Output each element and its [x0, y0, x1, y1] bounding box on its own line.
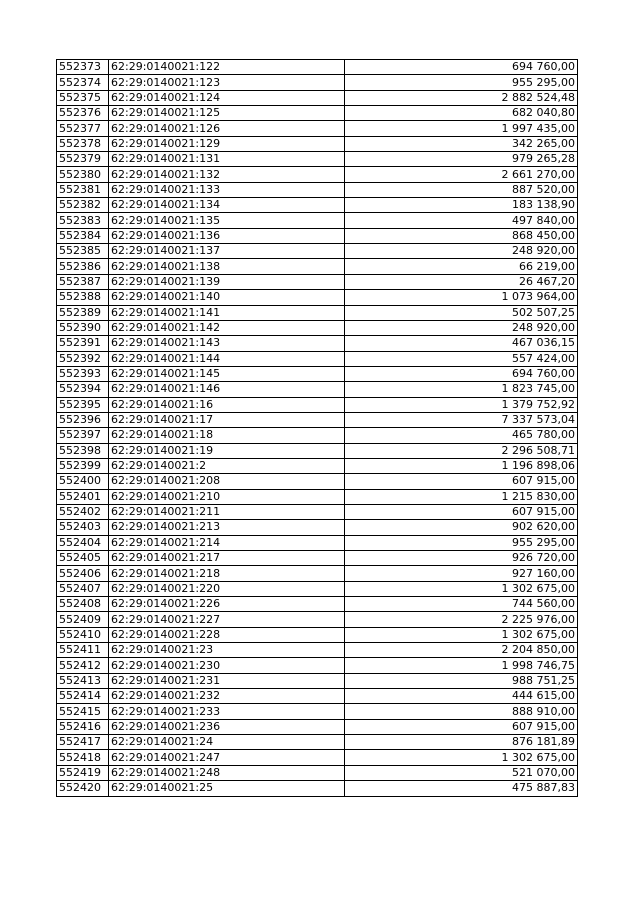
cadastral-number-cell: 62:29:0140021:220	[109, 581, 345, 596]
row-number-cell: 552405	[57, 551, 109, 566]
table-row	[57, 735, 578, 750]
row-number-cell: 552416	[57, 719, 109, 734]
table-row	[57, 351, 578, 366]
cadastral-number-cell: 62:29:0140021:218	[109, 566, 345, 581]
table-row	[57, 182, 578, 197]
cadastral-value-cell: 342 265,00	[345, 136, 578, 151]
cadastral-number-cell: 62:29:0140021:133	[109, 182, 345, 197]
table-row	[57, 305, 578, 320]
table-row	[57, 90, 578, 105]
table-row	[57, 643, 578, 658]
cadastral-value-cell: 1 998 746,75	[345, 658, 578, 673]
cadastral-number-cell: 62:29:0140021:247	[109, 750, 345, 765]
cadastral-value-cell: 1 196 898,06	[345, 458, 578, 473]
cadastral-number-cell: 62:29:0140021:23	[109, 643, 345, 658]
cadastral-value-cell: 248 920,00	[345, 244, 578, 259]
table-row	[57, 75, 578, 90]
cadastral-value-cell: 927 160,00	[345, 566, 578, 581]
cadastral-value-cell: 887 520,00	[345, 182, 578, 197]
table-row	[57, 382, 578, 397]
table-row	[57, 290, 578, 305]
row-number-cell: 552389	[57, 305, 109, 320]
table-row	[57, 121, 578, 136]
cadastral-value-cell: 521 070,00	[345, 765, 578, 780]
cadastral-number-cell: 62:29:0140021:19	[109, 443, 345, 458]
table-row	[57, 213, 578, 228]
table-row	[57, 551, 578, 566]
row-number-cell: 552407	[57, 581, 109, 596]
cadastral-value-cell: 475 887,83	[345, 781, 578, 796]
cadastral-number-cell: 62:29:0140021:17	[109, 412, 345, 427]
row-number-cell: 552384	[57, 228, 109, 243]
row-number-cell: 552398	[57, 443, 109, 458]
row-number-cell: 552386	[57, 259, 109, 274]
cadastral-number-cell: 62:29:0140021:143	[109, 336, 345, 351]
table-row	[57, 597, 578, 612]
row-number-cell: 552393	[57, 366, 109, 381]
cadastral-value-cell: 1 302 675,00	[345, 627, 578, 642]
table-row	[57, 612, 578, 627]
table-row	[57, 566, 578, 581]
row-number-cell: 552380	[57, 167, 109, 182]
row-number-cell: 552409	[57, 612, 109, 627]
table-row	[57, 627, 578, 642]
row-number-cell: 552396	[57, 412, 109, 427]
cadastral-number-cell: 62:29:0140021:124	[109, 90, 345, 105]
row-number-cell: 552381	[57, 182, 109, 197]
cadastral-number-cell: 62:29:0140021:211	[109, 504, 345, 519]
row-number-cell: 552400	[57, 474, 109, 489]
cadastral-number-cell: 62:29:0140021:18	[109, 428, 345, 443]
cadastral-number-cell: 62:29:0140021:146	[109, 382, 345, 397]
cadastral-value-cell: 1 997 435,00	[345, 121, 578, 136]
row-number-cell: 552408	[57, 597, 109, 612]
cadastral-number-cell: 62:29:0140021:213	[109, 520, 345, 535]
row-number-cell: 552417	[57, 735, 109, 750]
row-number-cell: 552410	[57, 627, 109, 642]
cadastral-value-cell: 694 760,00	[345, 366, 578, 381]
row-number-cell: 552379	[57, 152, 109, 167]
cadastral-number-cell: 62:29:0140021:134	[109, 198, 345, 213]
table-row	[57, 719, 578, 734]
cadastral-value-cell: 694 760,00	[345, 60, 578, 75]
table-row	[57, 412, 578, 427]
row-number-cell: 552403	[57, 520, 109, 535]
cadastral-value-cell: 2 204 850,00	[345, 643, 578, 658]
table-row	[57, 750, 578, 765]
cadastral-value-table	[56, 59, 578, 797]
table-row	[57, 581, 578, 596]
table-row	[57, 106, 578, 121]
cadastral-value-cell: 979 265,28	[345, 152, 578, 167]
table-row	[57, 673, 578, 688]
table-row	[57, 428, 578, 443]
table-row	[57, 136, 578, 151]
cadastral-number-cell: 62:29:0140021:226	[109, 597, 345, 612]
table-row	[57, 60, 578, 75]
cadastral-value-cell: 7 337 573,04	[345, 412, 578, 427]
cadastral-number-cell: 62:29:0140021:142	[109, 320, 345, 335]
row-number-cell: 552414	[57, 689, 109, 704]
cadastral-value-cell: 502 507,25	[345, 305, 578, 320]
table-row	[57, 320, 578, 335]
cadastral-number-cell: 62:29:0140021:126	[109, 121, 345, 136]
cadastral-number-cell: 62:29:0140021:230	[109, 658, 345, 673]
row-number-cell: 552402	[57, 504, 109, 519]
row-number-cell: 552388	[57, 290, 109, 305]
cadastral-value-cell: 607 915,00	[345, 719, 578, 734]
cadastral-number-cell: 62:29:0140021:25	[109, 781, 345, 796]
cadastral-value-cell: 607 915,00	[345, 474, 578, 489]
cadastral-number-cell: 62:29:0140021:228	[109, 627, 345, 642]
row-number-cell: 552373	[57, 60, 109, 75]
cadastral-number-cell: 62:29:0140021:16	[109, 397, 345, 412]
cadastral-value-cell: 1 215 830,00	[345, 489, 578, 504]
row-number-cell: 552419	[57, 765, 109, 780]
row-number-cell: 552415	[57, 704, 109, 719]
cadastral-number-cell: 62:29:0140021:144	[109, 351, 345, 366]
cadastral-number-cell: 62:29:0140021:140	[109, 290, 345, 305]
row-number-cell: 552377	[57, 121, 109, 136]
cadastral-value-cell: 1 302 675,00	[345, 581, 578, 596]
row-number-cell: 552420	[57, 781, 109, 796]
cadastral-value-cell: 467 036,15	[345, 336, 578, 351]
cadastral-value-cell: 444 615,00	[345, 689, 578, 704]
row-number-cell: 552374	[57, 75, 109, 90]
row-number-cell: 552390	[57, 320, 109, 335]
row-number-cell: 552385	[57, 244, 109, 259]
row-number-cell: 552397	[57, 428, 109, 443]
cadastral-value-cell: 607 915,00	[345, 504, 578, 519]
cadastral-number-cell: 62:29:0140021:2	[109, 458, 345, 473]
row-number-cell: 552399	[57, 458, 109, 473]
row-number-cell: 552395	[57, 397, 109, 412]
row-number-cell: 552394	[57, 382, 109, 397]
table-row	[57, 259, 578, 274]
cadastral-value-cell: 955 295,00	[345, 75, 578, 90]
cadastral-value-cell: 988 751,25	[345, 673, 578, 688]
row-number-cell: 552391	[57, 336, 109, 351]
table-row	[57, 443, 578, 458]
row-number-cell: 552382	[57, 198, 109, 213]
table-body	[57, 60, 578, 797]
row-number-cell: 552404	[57, 535, 109, 550]
row-number-cell: 552411	[57, 643, 109, 658]
table-row	[57, 228, 578, 243]
table-row	[57, 535, 578, 550]
cadastral-value-cell: 183 138,90	[345, 198, 578, 213]
cadastral-value-cell: 744 560,00	[345, 597, 578, 612]
cadastral-value-cell: 888 910,00	[345, 704, 578, 719]
cadastral-value-cell: 465 780,00	[345, 428, 578, 443]
table-row	[57, 458, 578, 473]
row-number-cell: 552401	[57, 489, 109, 504]
row-number-cell: 552376	[57, 106, 109, 121]
cadastral-number-cell: 62:29:0140021:231	[109, 673, 345, 688]
cadastral-value-cell: 2 882 524,48	[345, 90, 578, 105]
cadastral-number-cell: 62:29:0140021:236	[109, 719, 345, 734]
cadastral-value-cell: 66 219,00	[345, 259, 578, 274]
cadastral-value-cell: 876 181,89	[345, 735, 578, 750]
row-number-cell: 552383	[57, 213, 109, 228]
cadastral-number-cell: 62:29:0140021:131	[109, 152, 345, 167]
cadastral-number-cell: 62:29:0140021:233	[109, 704, 345, 719]
cadastral-value-cell: 955 295,00	[345, 535, 578, 550]
table-row	[57, 765, 578, 780]
cadastral-value-cell: 248 920,00	[345, 320, 578, 335]
cadastral-number-cell: 62:29:0140021:208	[109, 474, 345, 489]
row-number-cell: 552418	[57, 750, 109, 765]
row-number-cell: 552406	[57, 566, 109, 581]
cadastral-value-cell: 1 379 752,92	[345, 397, 578, 412]
cadastral-number-cell: 62:29:0140021:138	[109, 259, 345, 274]
table-row	[57, 336, 578, 351]
cadastral-value-cell: 2 296 508,71	[345, 443, 578, 458]
table-row	[57, 397, 578, 412]
table-row	[57, 781, 578, 796]
cadastral-number-cell: 62:29:0140021:141	[109, 305, 345, 320]
cadastral-value-cell: 557 424,00	[345, 351, 578, 366]
cadastral-number-cell: 62:29:0140021:132	[109, 167, 345, 182]
cadastral-number-cell: 62:29:0140021:232	[109, 689, 345, 704]
row-number-cell: 552392	[57, 351, 109, 366]
cadastral-value-cell: 1 073 964,00	[345, 290, 578, 305]
table-row	[57, 198, 578, 213]
cadastral-number-cell: 62:29:0140021:214	[109, 535, 345, 550]
cadastral-number-cell: 62:29:0140021:122	[109, 60, 345, 75]
cadastral-number-cell: 62:29:0140021:123	[109, 75, 345, 90]
cadastral-number-cell: 62:29:0140021:125	[109, 106, 345, 121]
table-row	[57, 704, 578, 719]
cadastral-number-cell: 62:29:0140021:135	[109, 213, 345, 228]
table-row	[57, 489, 578, 504]
cadastral-number-cell: 62:29:0140021:145	[109, 366, 345, 381]
row-number-cell: 552387	[57, 274, 109, 289]
cadastral-number-cell: 62:29:0140021:217	[109, 551, 345, 566]
cadastral-number-cell: 62:29:0140021:136	[109, 228, 345, 243]
cadastral-value-cell: 682 040,80	[345, 106, 578, 121]
cadastral-number-cell: 62:29:0140021:227	[109, 612, 345, 627]
cadastral-number-cell: 62:29:0140021:248	[109, 765, 345, 780]
table-row	[57, 658, 578, 673]
table-row	[57, 366, 578, 381]
table-row	[57, 167, 578, 182]
cadastral-value-cell: 26 467,20	[345, 274, 578, 289]
cadastral-value-cell: 1 302 675,00	[345, 750, 578, 765]
row-number-cell: 552412	[57, 658, 109, 673]
cadastral-number-cell: 62:29:0140021:139	[109, 274, 345, 289]
cadastral-number-cell: 62:29:0140021:24	[109, 735, 345, 750]
cadastral-value-cell: 497 840,00	[345, 213, 578, 228]
cadastral-value-cell: 902 620,00	[345, 520, 578, 535]
table-row	[57, 474, 578, 489]
row-number-cell: 552378	[57, 136, 109, 151]
row-number-cell: 552413	[57, 673, 109, 688]
table-row	[57, 152, 578, 167]
cadastral-value-cell: 868 450,00	[345, 228, 578, 243]
table-row	[57, 274, 578, 289]
row-number-cell: 552375	[57, 90, 109, 105]
cadastral-value-cell: 926 720,00	[345, 551, 578, 566]
cadastral-value-cell: 1 823 745,00	[345, 382, 578, 397]
cadastral-value-cell: 2 225 976,00	[345, 612, 578, 627]
cadastral-value-cell: 2 661 270,00	[345, 167, 578, 182]
cadastral-number-cell: 62:29:0140021:210	[109, 489, 345, 504]
table-row	[57, 504, 578, 519]
cadastral-number-cell: 62:29:0140021:129	[109, 136, 345, 151]
table-row	[57, 244, 578, 259]
table-row	[57, 520, 578, 535]
cadastral-number-cell: 62:29:0140021:137	[109, 244, 345, 259]
table-row	[57, 689, 578, 704]
